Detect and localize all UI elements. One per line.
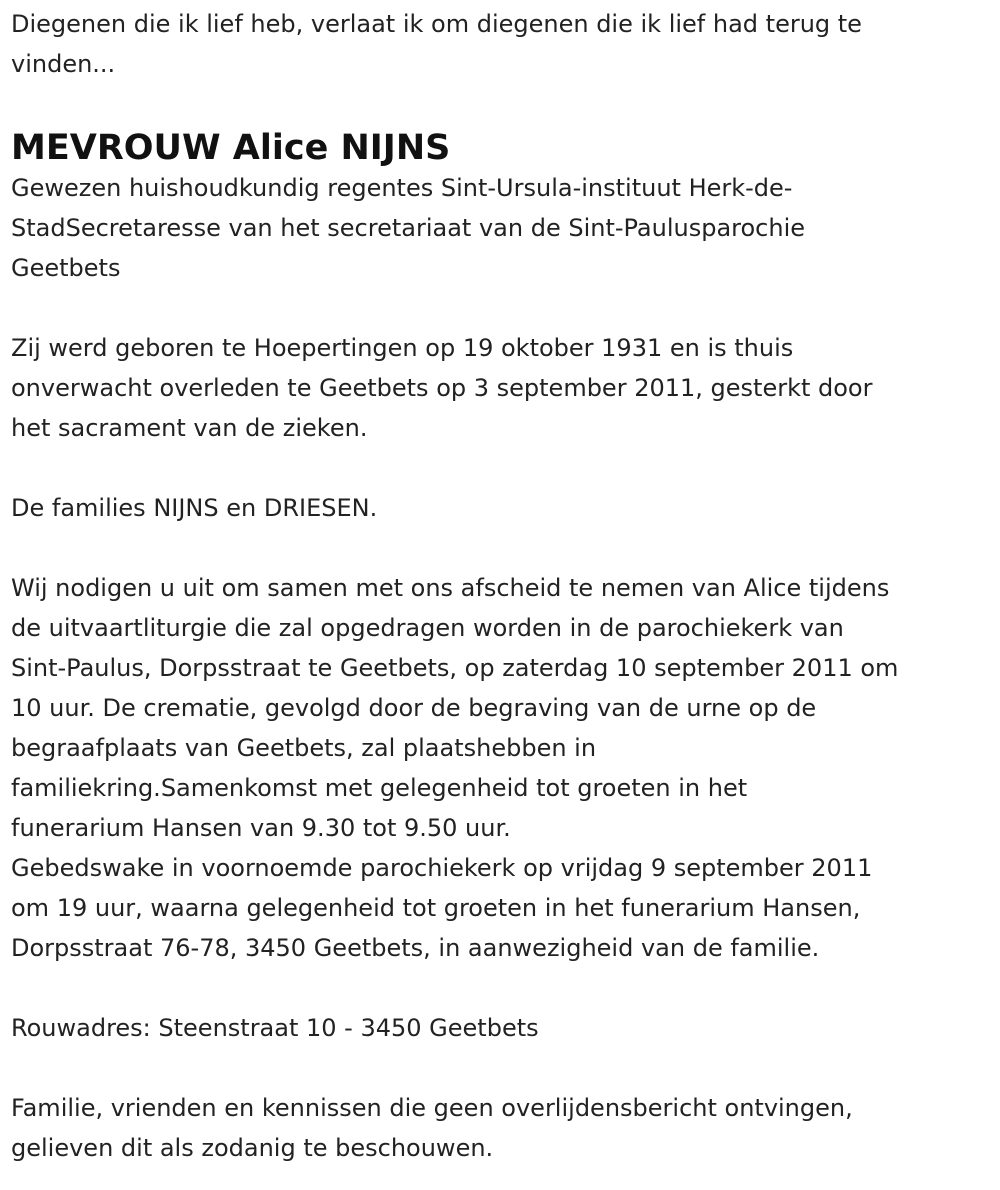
spacer — [11, 448, 993, 488]
birth-death-line: het sacrament van de zieken. — [11, 414, 368, 442]
birth-death-paragraph — [11, 328, 993, 448]
spacer — [11, 968, 993, 1008]
invitation-line: 10 uur. De crematie, gevolgd door de begraving van de urne op de — [11, 694, 817, 722]
address-line: Rouwadres: Steenstraat 10 - 3450 Geetbets — [11, 1014, 539, 1042]
quote-line: vinden... — [11, 50, 116, 78]
invitation-line: Wij nodigen u uit om samen met ons afscheid te nemen van Alice tijdens — [11, 574, 890, 602]
occupation-paragraph — [11, 168, 993, 288]
occupation-line: Geetbets — [11, 254, 121, 282]
quote-paragraph — [11, 4, 993, 84]
invitation-line: de uitvaartliturgie die zal opgedragen worden in de parochiekerk van — [11, 614, 844, 642]
birth-death-line: Zij werd geboren te Hoepertingen op 19 oktober 1931 en is thuis — [11, 334, 794, 362]
invitation-line: begraafplaats van Geetbets, zal plaatshebben in — [11, 734, 597, 762]
invitation-line: Dorpsstraat 76-78, 3450 Geetbets, in aanwezigheid van de familie. — [11, 934, 820, 962]
closing-line: gelieven dit als zodanig te beschouwen. — [11, 1134, 494, 1162]
closing-line: Familie, vrienden en kennissen die geen overlijdensbericht ontvingen, — [11, 1094, 853, 1122]
invitation-line: Gebedswake in voornoemde parochiekerk op vrijdag 9 september 2011 — [11, 854, 873, 882]
invitation-line: om 19 uur, waarna gelegenheid tot groeten in het funerarium Hansen, — [11, 894, 861, 922]
invitation-line: Sint-Paulus, Dorpsstraat te Geetbets, op zaterdag 10 september 2011 om — [11, 654, 899, 682]
spacer — [11, 288, 993, 328]
deceased-name-heading: MEVROUW Alice NIJNS — [11, 128, 451, 168]
invitation-paragraph — [11, 568, 993, 968]
occupation-line: StadSecretaresse van het secretariaat van de Sint-Paulusparochie — [11, 214, 806, 242]
spacer — [11, 528, 993, 568]
families-paragraph — [11, 488, 993, 528]
address-paragraph — [11, 1008, 993, 1048]
invitation-line: funerarium Hansen van 9.30 tot 9.50 uur. — [11, 814, 511, 842]
families-line: De families NIJNS en DRIESEN. — [11, 494, 378, 522]
closing-paragraph — [11, 1088, 993, 1168]
birth-death-line: onverwacht overleden te Geetbets op 3 september 2011, gesterkt door — [11, 374, 873, 402]
spacer — [11, 84, 993, 128]
invitation-line: familiekring.Samenkomst met gelegenheid tot groeten in het — [11, 774, 748, 802]
occupation-line: Gewezen huishoudkundig regentes Sint-Ursula-instituut Herk-de- — [11, 174, 793, 202]
spacer — [11, 1048, 993, 1088]
quote-line: Diegenen die ik lief heb, verlaat ik om diegenen die ik lief had terug te — [11, 10, 862, 38]
obituary-document — [11, 4, 993, 1168]
